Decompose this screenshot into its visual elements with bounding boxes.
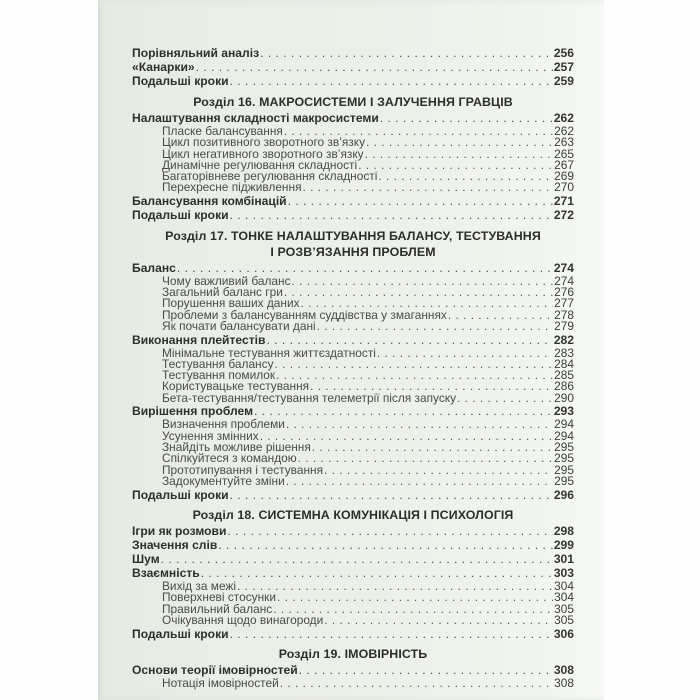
- toc-row: [132, 390, 574, 405]
- dot-leader: [377, 348, 553, 359]
- dot-leader: [230, 209, 553, 222]
- toc-row: [132, 567, 574, 580]
- toc-entry-label: Знайдіть можливе рішення: [162, 439, 311, 454]
- page-number: 301: [553, 552, 574, 567]
- toc-entry-label: Пласке балансування: [162, 123, 283, 138]
- toc-entry-label: Визначення проблеми: [162, 417, 285, 432]
- section-heading: Розділ 19. ІМОВІРНІСТЬ: [278, 647, 428, 662]
- book-page: [98, 0, 604, 700]
- page-number: 278: [554, 307, 574, 322]
- toc-row: [132, 678, 574, 689]
- toc-row: [132, 553, 574, 566]
- dot-leader: [312, 442, 553, 453]
- toc-entry-label: Правильний баланс: [162, 601, 273, 616]
- page-number: 305: [554, 612, 574, 627]
- dot-leader: [292, 276, 554, 287]
- toc-entry-label: Подальші кроки: [132, 626, 229, 641]
- toc-row: [132, 664, 574, 677]
- dot-leader: [275, 359, 554, 370]
- dot-leader: [380, 112, 553, 125]
- page-number: 279: [554, 318, 574, 333]
- dot-leader: [299, 664, 553, 677]
- toc-row: [132, 209, 574, 222]
- toc-entry-label: Прототипування і тестування: [162, 462, 324, 477]
- page-number: 308: [553, 663, 574, 678]
- toc-row: [132, 525, 574, 538]
- toc-entry-label: Налаштування складності макросистеми: [132, 110, 379, 125]
- toc-entry-label: Перехресне підживлення: [162, 180, 302, 195]
- page-number: 295: [554, 451, 574, 466]
- page-number: 257: [553, 60, 574, 75]
- dot-leader: [358, 160, 553, 171]
- page-number: 270: [554, 180, 574, 195]
- page-number: 263: [554, 135, 574, 150]
- toc-entry-label: Подальші кроки: [132, 487, 229, 502]
- toc-entry-label: «Канарки»: [132, 60, 195, 75]
- dot-leader: [177, 262, 553, 275]
- dot-leader: [324, 465, 553, 476]
- toc-entry-label: Задокументуйте зміни: [162, 473, 285, 488]
- toc-entry-label: Взаємність: [132, 566, 200, 581]
- toc-row: [132, 61, 574, 74]
- toc-entry-label: Поверхневі стосунки: [162, 590, 276, 605]
- toc-entry-label: Основи теорії імовірностей: [132, 663, 298, 678]
- page-number: 286: [554, 379, 574, 394]
- dot-leader: [286, 476, 553, 487]
- dot-leader: [230, 489, 553, 502]
- dot-leader: [298, 453, 553, 464]
- toc-entry-label: Вирішення проблем: [132, 404, 254, 419]
- page-number: 293: [553, 404, 574, 419]
- toc-entry-label: Проблеми з балансуванням суддівства у змаганнях: [162, 307, 447, 322]
- toc-entry-label: Баланс: [132, 260, 176, 275]
- toc-entry-label: Користувацьке тестування: [162, 379, 310, 394]
- page-number: 294: [554, 428, 574, 443]
- toc-entry-label: Динамічне регулювання складності: [162, 157, 358, 172]
- dot-leader: [230, 628, 553, 641]
- dot-leader: [276, 370, 553, 381]
- page-number: 290: [554, 390, 574, 405]
- dot-leader: [201, 567, 553, 580]
- toc-row: [132, 182, 574, 193]
- toc-entry-label: Як почати балансувати дані: [162, 318, 316, 333]
- toc-row: [132, 334, 574, 347]
- page-number: 308: [554, 676, 574, 691]
- dot-leader: [237, 581, 553, 592]
- dot-leader: [196, 61, 553, 74]
- page-number: 274: [553, 260, 574, 275]
- toc-entry-label: Бета-тестування/тестування телеметрії після запуску: [162, 390, 457, 405]
- page-number: 285: [554, 368, 574, 383]
- toc-row: [132, 405, 574, 418]
- toc: [132, 47, 574, 689]
- page-number: 267: [554, 157, 574, 172]
- page-number: 271: [553, 194, 574, 209]
- page-number: 276: [554, 284, 574, 299]
- dot-leader: [303, 182, 554, 193]
- dot-leader: [280, 678, 553, 689]
- page-number: 284: [554, 356, 574, 371]
- page-number: 295: [554, 473, 574, 488]
- toc-row: [132, 262, 574, 275]
- page-number: 299: [553, 538, 574, 553]
- toc-row: [132, 318, 574, 333]
- toc-entry-label: Загальний баланс гри: [162, 284, 283, 299]
- toc-row: [132, 112, 574, 125]
- section-heading: Розділ 18. СИСТЕМНА КОМУНІКАЦІЯ І ПСИХОЛОГІЯ: [192, 508, 514, 523]
- page-number: 303: [553, 566, 574, 581]
- page-number: 259: [553, 74, 574, 89]
- dot-leader: [254, 405, 553, 418]
- toc-entry-label: Спілкуйтеся з командою: [162, 451, 297, 466]
- dot-leader: [286, 419, 553, 430]
- toc-row: [132, 628, 574, 641]
- toc-entry-label: Вихід за межі: [162, 579, 237, 594]
- page-number: 304: [554, 590, 574, 605]
- page-number: 294: [554, 417, 574, 432]
- section-heading: Розділ 17. ТОНКЕ НАЛАШТУВАННЯ БАЛАНСУ, ТЕСТУВАННЯ: [165, 228, 541, 243]
- page-number: 256: [553, 46, 574, 61]
- toc-entry-label: Значення слів: [132, 538, 218, 553]
- toc-entry-label: Порушення ваших даних: [162, 296, 300, 311]
- page-number: 277: [554, 296, 574, 311]
- page-number: 262: [554, 123, 574, 138]
- page-number: 269: [554, 169, 574, 184]
- toc-entry-label: Очікування щодо винагороди: [162, 612, 324, 627]
- dot-leader: [227, 525, 552, 538]
- page-number: 282: [553, 332, 574, 347]
- section-heading: Розділ 16. МАКРОСИСТЕМИ І ЗАЛУЧЕННЯ ГРАВЦІВ: [193, 94, 513, 109]
- page-number: 283: [554, 345, 574, 360]
- dot-leader: [277, 592, 553, 603]
- dot-leader: [324, 615, 553, 626]
- dot-leader: [288, 195, 553, 208]
- toc-entry-label: Нотація імовірностей: [162, 676, 279, 691]
- dot-leader: [457, 393, 553, 404]
- toc-entry-label: Тестування помилок: [162, 368, 276, 383]
- dot-leader: [365, 149, 554, 160]
- toc-entry-label: Цикл позитивного зворотного зв’язку: [162, 135, 366, 150]
- dot-leader: [230, 75, 553, 88]
- page-number: 295: [554, 462, 574, 477]
- dot-leader: [218, 539, 553, 552]
- toc-entry-label: Ігри як розмови: [132, 524, 227, 539]
- toc-entry-label: Чому важливий баланс: [162, 273, 291, 288]
- toc-entry-label: Мінімальне тестування життєздатності: [162, 345, 376, 360]
- page-number: 265: [554, 146, 574, 161]
- dot-leader: [366, 137, 553, 148]
- dot-leader: [378, 171, 553, 182]
- toc-entry-label: Виконання плейтестів: [132, 332, 266, 347]
- toc-row: [132, 47, 574, 60]
- toc-row: [132, 75, 574, 88]
- toc-entry-label: Подальші кроки: [132, 74, 229, 89]
- toc-entry-label: Порівняльний аналіз: [132, 46, 260, 61]
- toc-row: [132, 539, 574, 552]
- toc-row: [132, 612, 574, 627]
- toc-row: [132, 473, 574, 488]
- page-number: 274: [554, 273, 574, 288]
- dot-leader: [260, 47, 553, 60]
- toc-entry-label: Шум: [132, 552, 160, 567]
- toc-entry-label: Усунення змінних: [162, 428, 259, 443]
- toc-entry-label: Тестування балансу: [162, 356, 274, 371]
- toc-entry-label: Балансування комбінацій: [132, 194, 287, 209]
- page-number: 296: [553, 487, 574, 502]
- dot-leader: [317, 321, 553, 332]
- page-number: 272: [553, 208, 574, 223]
- dot-leader: [266, 334, 552, 347]
- dot-leader: [284, 287, 553, 298]
- page-number: 306: [553, 626, 574, 641]
- page-number: 305: [554, 601, 574, 616]
- page-number: 262: [553, 110, 574, 125]
- section-heading: І РОЗВ’ЯЗАННЯ ПРОБЛЕМ: [270, 244, 436, 259]
- page-number: 298: [553, 524, 574, 539]
- dot-leader: [161, 553, 553, 566]
- toc-entry-label: Подальші кроки: [132, 208, 229, 223]
- toc-entry-label: Цикл негативного зворотного зв’язку: [162, 146, 364, 161]
- toc-row: [132, 489, 574, 502]
- page-number: 304: [554, 579, 574, 594]
- toc-entry-label: Багаторівневе регулювання складності: [162, 169, 378, 184]
- toc-row: [132, 195, 574, 208]
- page-number: 295: [554, 439, 574, 454]
- dot-leader: [448, 310, 553, 321]
